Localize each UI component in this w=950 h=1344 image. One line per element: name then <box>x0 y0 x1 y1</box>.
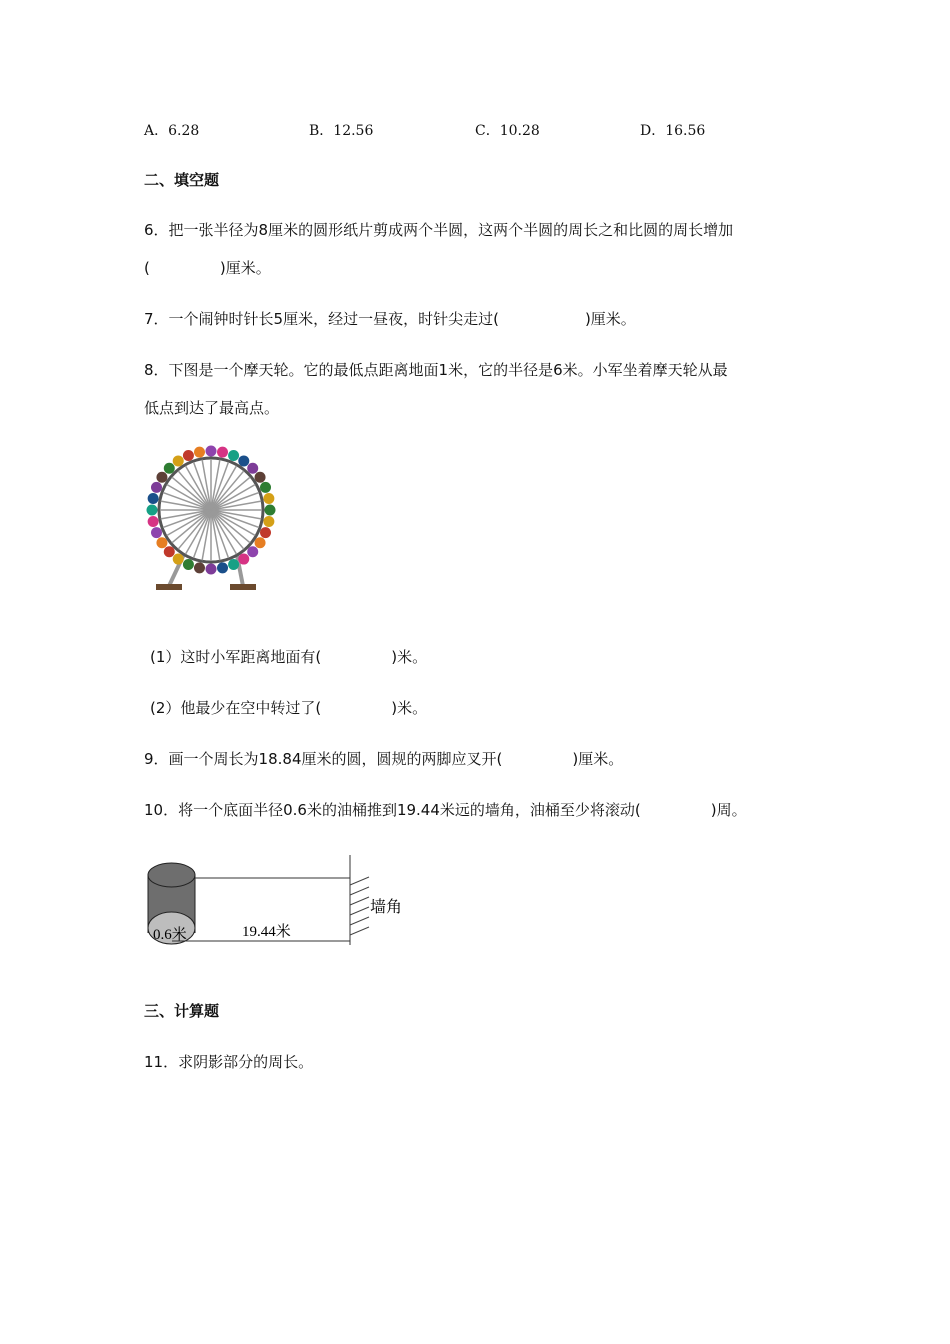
wheel-cabin <box>247 463 258 474</box>
wheel-cabin <box>148 516 159 527</box>
q11: 11．求阴影部分的周长。 <box>144 1053 314 1071</box>
wheel-cabin <box>147 505 158 516</box>
wheel-cabin <box>263 516 274 527</box>
wheel-cabin <box>156 472 167 483</box>
wheel-cabin <box>238 554 249 565</box>
q8-line2: 低点到达了最高点。 <box>144 399 280 417</box>
wheel-cabin <box>265 505 276 516</box>
q6-close: )厘米。 <box>219 259 271 277</box>
wheel-cabin <box>173 455 184 466</box>
wall-hatching <box>350 877 369 935</box>
q7-text: 7．一个闹钟时针长5厘米，经过一昼夜，时针尖走过( <box>144 310 499 328</box>
option-d: D．16.56 <box>640 123 706 139</box>
q8-sub2-close: )米。 <box>391 699 428 717</box>
q10-close: )周。 <box>710 801 747 819</box>
q8-sub1 <box>150 646 427 667</box>
wheel-cabin <box>183 559 194 570</box>
wheel-cabin <box>194 562 205 573</box>
wheel-cabin <box>255 472 266 483</box>
q10 <box>144 799 747 820</box>
section-calc-heading: 三、计算题 <box>144 1002 220 1020</box>
q10-text: 10．将一个底面半径0.6米的油桶推到19.44米远的墙角，油桶至少将滚动( <box>144 801 641 819</box>
wheel-cabin <box>194 447 205 458</box>
q6-line1: 6．把一张半径为8厘米的圆形纸片剪成两个半圆，这两个半圆的周长之和比圆的周长增加 <box>144 221 734 239</box>
wheel-cabin <box>183 450 194 461</box>
wheel-cabin <box>263 493 274 504</box>
wheel-cabin <box>206 564 217 575</box>
distance-label: 19.44米 <box>242 924 291 940</box>
barrel-top <box>148 863 195 887</box>
wheel-cabin <box>260 482 271 493</box>
ferris-wheel-image <box>140 440 290 595</box>
wheel-base <box>230 584 256 590</box>
q6-open: ( <box>144 259 150 277</box>
wheel-cabin <box>228 559 239 570</box>
radius-label: 0.6米 <box>153 927 187 943</box>
wheel-cabin <box>164 546 175 557</box>
option-a: A．6.28 <box>144 123 200 139</box>
wheel-cabin <box>164 463 175 474</box>
wheel-cabin <box>238 455 249 466</box>
q9-close: )厘米。 <box>572 750 624 768</box>
wall-label: 墙角 <box>370 897 403 916</box>
q8-line1: 8．下图是一个摩天轮。它的最低点距离地面1米，它的半径是6米。小军坐着摩天轮从最 <box>144 361 728 379</box>
q7 <box>144 308 636 329</box>
wheel-base <box>156 584 182 590</box>
q8-sub1-close: )米。 <box>391 648 428 666</box>
wheel-cabin <box>151 527 162 538</box>
q8-sub2-text: (2）他最少在空中转过了( <box>150 699 322 717</box>
wheel-cabin <box>148 493 159 504</box>
wheel-cabin <box>173 554 184 565</box>
q9-text: 9．画一个周长为18.84厘米的圆，圆规的两脚应叉开( <box>144 750 503 768</box>
wheel-cabin <box>217 562 228 573</box>
q8-sub1-text: (1）这时小军距离地面有( <box>150 648 322 666</box>
section-fill-heading: 二、填空题 <box>144 171 220 189</box>
wheel-cabin <box>228 450 239 461</box>
q9 <box>144 748 623 769</box>
q7-close: )厘米。 <box>584 310 636 328</box>
q8-sub2 <box>150 697 427 718</box>
option-c: C．10.28 <box>475 123 540 139</box>
wheel-cabin <box>206 446 217 457</box>
wheel-cabin <box>255 537 266 548</box>
oil-barrel-diagram <box>140 850 420 950</box>
wheel-cabin <box>151 482 162 493</box>
wheel-cabin <box>247 546 258 557</box>
wheel-cabin <box>156 537 167 548</box>
wheel-cabin <box>260 527 271 538</box>
q6-line2 <box>144 257 271 278</box>
option-b: B．12.56 <box>309 123 374 139</box>
wheel-cabin <box>217 447 228 458</box>
